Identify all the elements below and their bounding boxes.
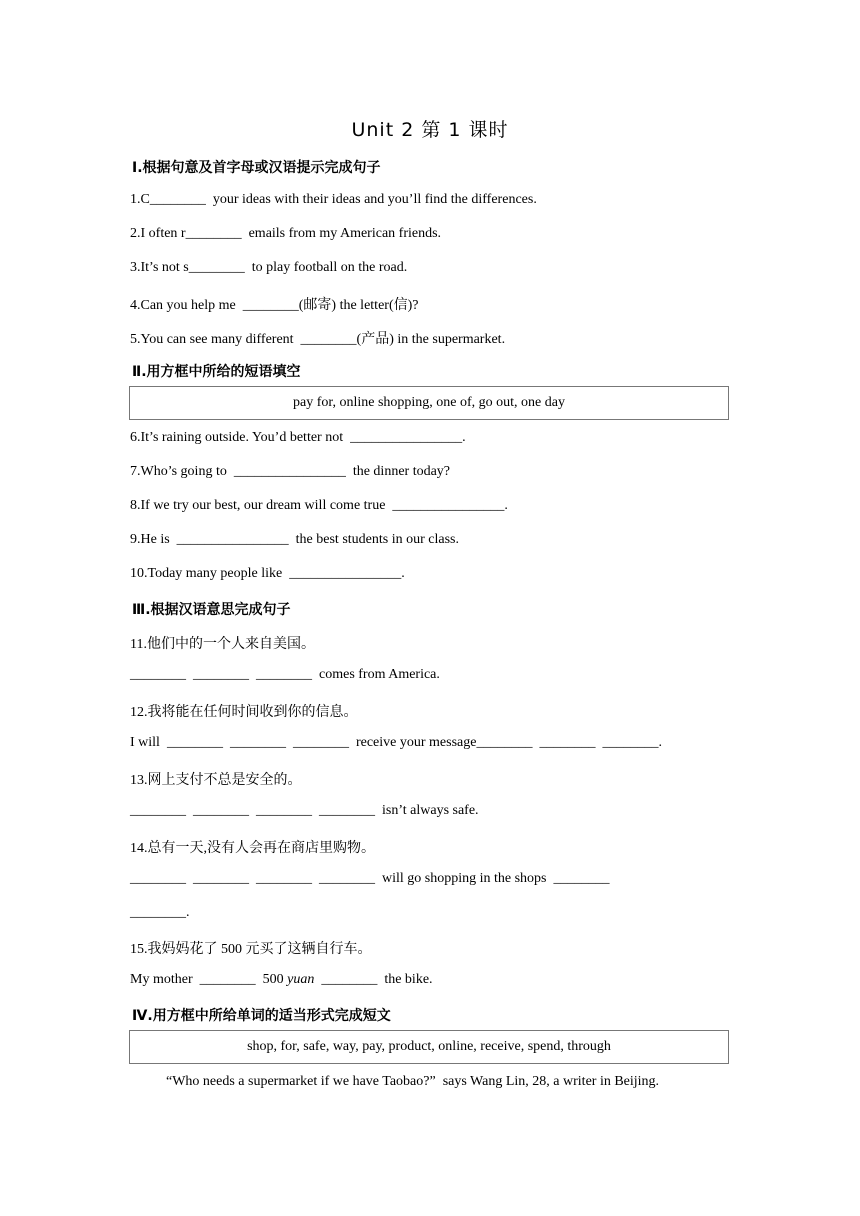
- question-14-answer: ________ ________ ________ ________ will go shopping in the shops ________: [130, 871, 610, 886]
- question-14-answer-cont: ________.: [130, 905, 190, 920]
- question-4: 4.Can you help me ________(邮寄) the letter(信)?: [130, 298, 419, 313]
- question-10: 10.Today many people like ________________.: [130, 566, 405, 581]
- section-2-heading: Ⅱ.用方框中所给的短语填空: [132, 364, 301, 380]
- word-box: shop, for, safe, way, pay, product, online, receive, spend, through: [129, 1030, 729, 1064]
- phrase-box: pay for, online shopping, one of, go out, one day: [129, 386, 729, 420]
- question-14-prompt: 14.总有一天,没有人会再在商店里购物。: [130, 841, 375, 856]
- passage-first-line: “Who needs a supermarket if we have Taobao?” says Wang Lin, 28, a writer in Beijing.: [166, 1074, 660, 1089]
- question-11-prompt: 11.他们中的一个人来自美国。: [130, 637, 315, 652]
- question-12-prompt: 12.我将能在任何时间收到你的信息。: [130, 705, 358, 720]
- question-13-prompt: 13.网上支付不总是安全的。: [130, 773, 302, 788]
- question-5: 5.You can see many different ________(产品) in the supermarket.: [130, 332, 506, 347]
- section-1-heading: Ⅰ.根据句意及首字母或汉语提示完成句子: [132, 160, 381, 176]
- question-12-answer: I will ________ ________ ________ receive your message________ ________ ________.: [130, 735, 662, 750]
- question-3: 3.It’s not s________ to play football on the road.: [130, 260, 408, 275]
- question-11-answer: ________ ________ ________ comes from America.: [130, 667, 440, 682]
- q15-yuan: yuan: [287, 972, 315, 987]
- question-6: 6.It’s raining outside. You’d better not ________________.: [130, 430, 466, 445]
- section-3-heading: Ⅲ.根据汉语意思完成句子: [132, 602, 291, 618]
- section-4-heading: Ⅳ.用方框中所给单词的适当形式完成短文: [132, 1008, 391, 1024]
- question-7: 7.Who’s going to ________________ the dinner today?: [130, 464, 451, 479]
- q15-part-b: ________ the bike.: [314, 972, 433, 987]
- question-2: 2.I often r________ emails from my American friends.: [130, 226, 442, 241]
- question-9: 9.He is ________________ the best students in our class.: [130, 532, 459, 547]
- question-1: 1.C________ your ideas with their ideas and you’ll find the differences.: [130, 192, 537, 207]
- q15-part-a: My mother ________ 500: [130, 972, 288, 987]
- question-15-prompt: 15.我妈妈花了 500 元买了这辆自行车。: [130, 942, 372, 957]
- question-13-answer: ________ ________ ________ ________ isn’t always safe.: [130, 803, 479, 818]
- page-title: Unit 2 第 1 课时: [351, 119, 509, 141]
- question-15-answer: [130, 972, 433, 988]
- question-8: 8.If we try our best, our dream will come true ________________.: [130, 498, 508, 513]
